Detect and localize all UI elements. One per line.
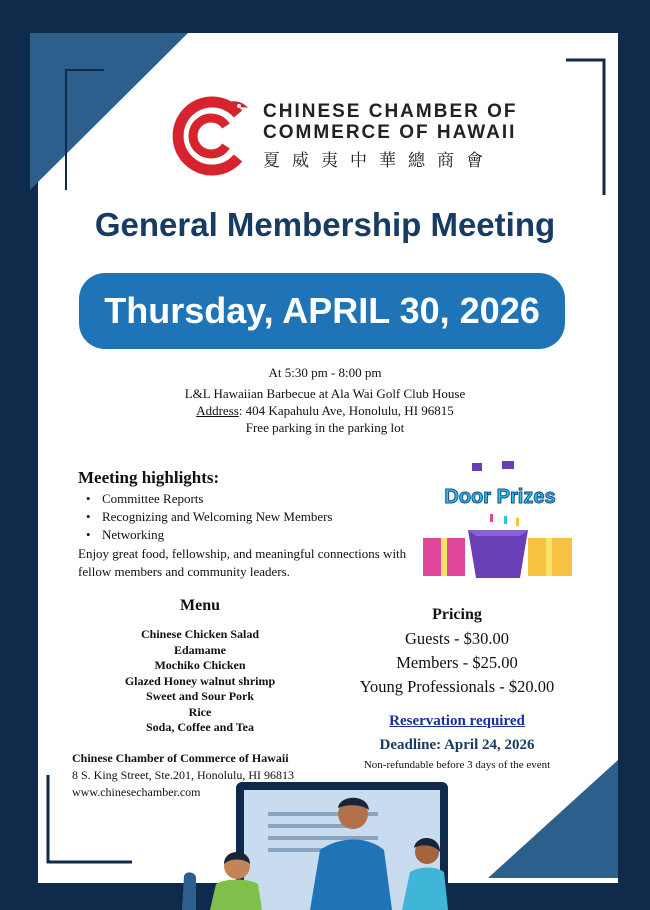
list-item: Chinese Chicken Salad xyxy=(140,627,260,641)
page-title: General Membership Meeting xyxy=(94,206,556,243)
highlights-closing: Enjoy great food, fellowship, and meaningful connections with fellow members and community leaders. xyxy=(78,546,407,579)
event-time: At 5:30 pm - 8:00 pm xyxy=(268,365,382,380)
frame-line-top-right xyxy=(566,60,604,195)
refund-note: Non-refundable before 3 days of the event xyxy=(363,759,551,771)
door-prizes-label: Door Prizes xyxy=(444,486,556,508)
address-value: : 404 Kapahulu Ave, Honolulu, HI 96815 xyxy=(238,403,454,418)
event-address xyxy=(0,403,650,419)
reservation-link[interactable]: Reservation required xyxy=(389,713,525,729)
contact-name: Chinese Chamber of Commerce of Hawaii xyxy=(72,751,289,765)
parking-note: Free parking in the parking lot xyxy=(245,420,405,435)
list-item: Guests - $30.00 xyxy=(404,629,510,648)
chamber-logo xyxy=(168,94,252,178)
list-item: Mochiko Chicken xyxy=(154,658,246,672)
list-item: • Committee Reports xyxy=(86,490,333,508)
list-item: Soda, Coffee and Tea xyxy=(145,720,255,734)
menu-heading: Menu xyxy=(180,597,220,614)
list-item: • Networking xyxy=(86,526,333,544)
meeting-illustration xyxy=(170,780,470,910)
pricing-list xyxy=(340,627,574,699)
list-item: Edamame xyxy=(174,642,226,657)
list-item: Glazed Honey walnut shrimp xyxy=(124,673,276,688)
door-prizes-graphic xyxy=(420,458,580,584)
contact-address: 8 S. King Street, Ste.201, Honolulu, HI 96813 xyxy=(72,768,294,782)
list-item: • Recognizing and Welcoming New Members xyxy=(86,508,333,526)
contact-website[interactable]: www.chinesechamber.com xyxy=(72,785,201,799)
menu-list xyxy=(100,627,300,736)
pricing-heading: Pricing xyxy=(432,606,482,623)
deadline-text: Deadline: April 24, 2026 xyxy=(379,737,535,753)
highlights-list xyxy=(86,490,333,544)
event-date-banner: Thursday, APRIL 30, 2026 xyxy=(79,273,565,349)
address-label: Address xyxy=(196,403,239,418)
highlights-heading: Meeting highlights: xyxy=(78,468,220,487)
list-item: Young Professionals - $20.00 xyxy=(359,677,555,696)
list-item: Rice xyxy=(188,704,212,719)
org-chinese-name: 夏威夷中華總商會 xyxy=(263,151,495,171)
event-venue: L&L Hawaiian Barbecue at Ala Wai Golf Club House xyxy=(184,386,466,401)
corner-triangle-bottom-right xyxy=(488,760,618,878)
list-item: Sweet and Sour Pork xyxy=(145,689,255,703)
org-name-line1: CHINESE CHAMBER OF xyxy=(263,101,518,122)
corner-triangle-top-left xyxy=(30,33,188,190)
list-item: Members - $25.00 xyxy=(396,653,518,672)
org-name-line2: COMMERCE OF HAWAII xyxy=(263,122,517,143)
